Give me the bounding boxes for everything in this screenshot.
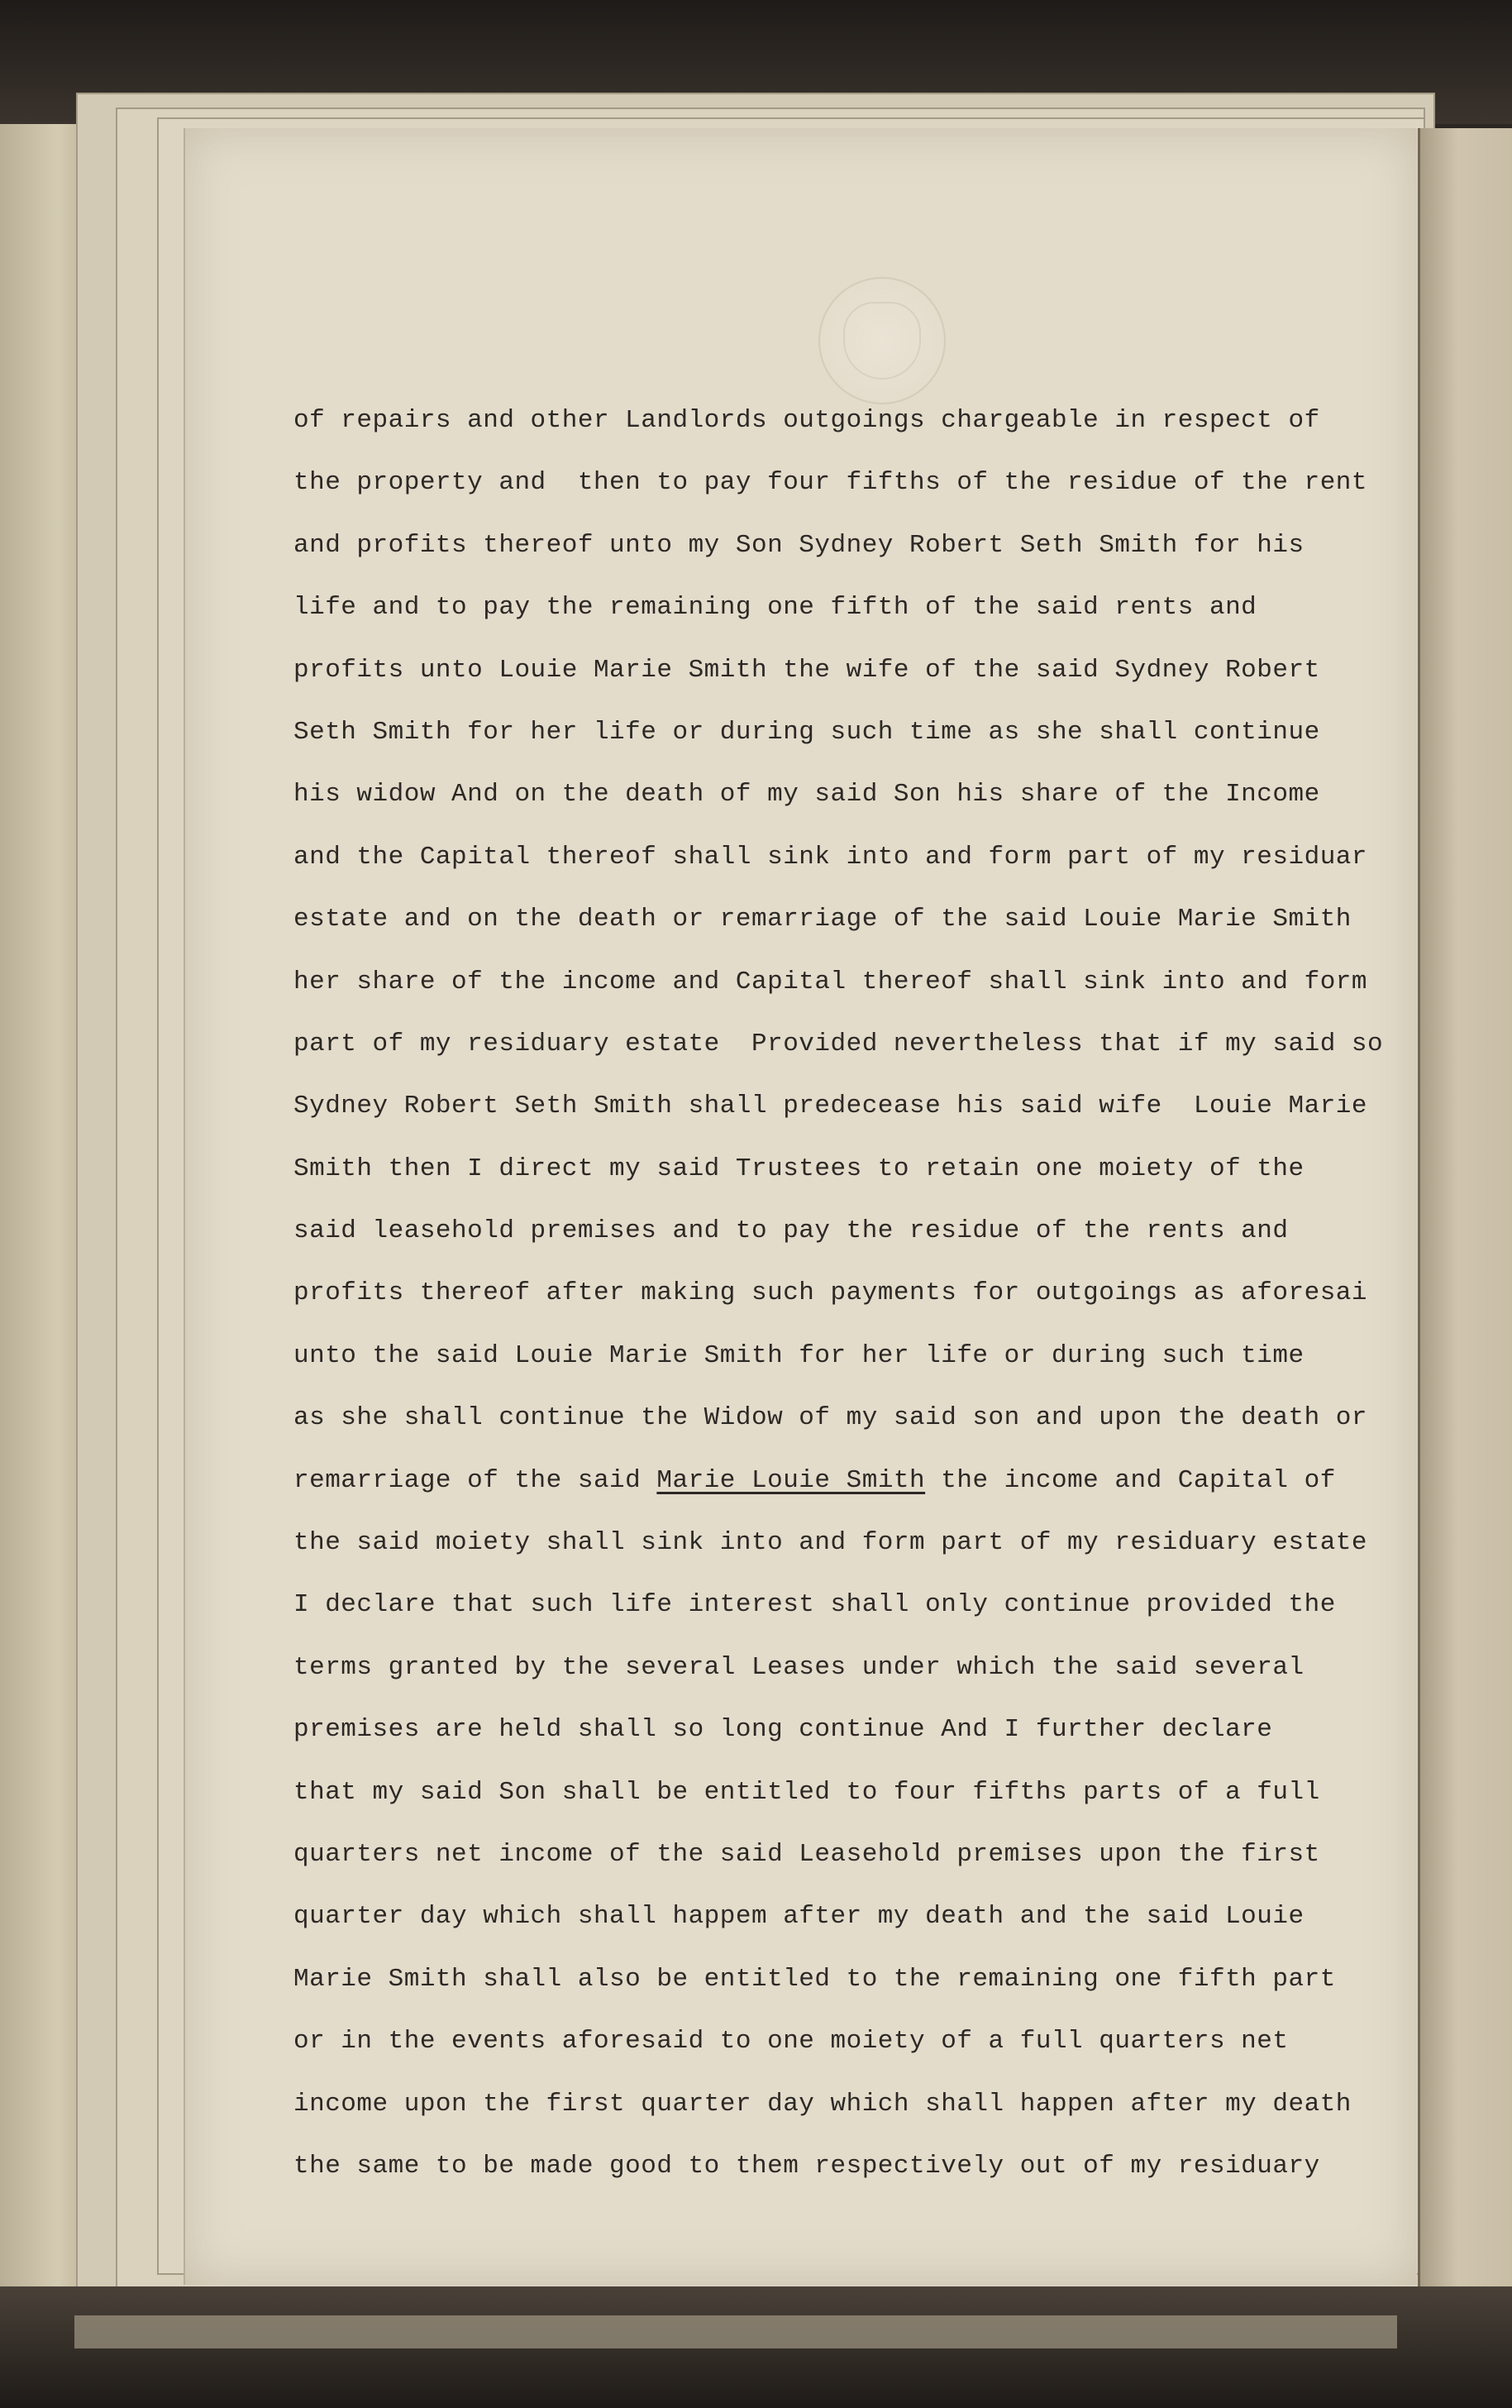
document-body — [293, 400, 1401, 2208]
text-line: his widow And on the death of my said Son his share of the Income — [293, 780, 1320, 810]
text-line: the property and then to pay four fifths of the residue of the rent — [293, 468, 1368, 498]
text-line: part of my residuary estate Provided nevertheless that if my said so — [293, 1029, 1384, 1058]
text-line: of repairs and other Landlords outgoings chargeable in respect of — [293, 406, 1320, 435]
text-line: the same to be made good to them respectively out of my residuary — [293, 2151, 1320, 2181]
text-line: life and to pay the remaining one fifth of the said rents and — [293, 593, 1257, 623]
right-facing-page — [1418, 128, 1512, 2295]
text-line: that my said Son shall be entitled to four fifths parts of a full — [293, 1777, 1320, 1807]
page-edge-strip — [74, 2315, 1397, 2348]
text-line: premises are held shall so long continue And I further declare — [293, 1715, 1273, 1745]
text-line: quarters net income of the said Leasehold premises upon the first — [293, 1839, 1320, 1869]
text-line: profits thereof after making such payments for outgoings as aforesai — [293, 1278, 1368, 1308]
text-line: profits unto Louie Marie Smith the wife of the said Sydney Robert — [293, 655, 1320, 685]
left-facing-page — [0, 124, 84, 2291]
text-line: Sydney Robert Seth Smith shall predecease his said wife Louie Marie — [293, 1092, 1368, 1121]
text-line: said leasehold premises and to pay the residue of the rents and — [293, 1216, 1289, 1246]
text-segment: the income and Capital of — [925, 1465, 1336, 1495]
text-line: estate and on the death or remarriage of the said Louie Marie Smith — [293, 905, 1352, 934]
text-line: quarter day which shall happem after my death and the said Louie — [293, 1902, 1305, 1932]
text-line: Smith then I direct my said Trustees to retain one moiety of the — [293, 1154, 1305, 1183]
text-line: Seth Smith for her life or during such time as she shall continue — [293, 717, 1320, 747]
text-line: and the Capital thereof shall sink into and form part of my residuar — [293, 842, 1368, 872]
text-line: Marie Smith shall also be entitled to the remaining one fifth part — [293, 1964, 1336, 1994]
text-segment: remarriage of the said — [293, 1465, 657, 1495]
underlined-name: Marie Louie Smith — [656, 1465, 926, 1495]
text-line: terms granted by the several Leases under which the said several — [293, 1652, 1305, 1682]
text-line: unto the said Louie Marie Smith for her life or during such time — [293, 1340, 1305, 1370]
text-line: as she shall continue the Widow of my said son and upon the death or — [293, 1403, 1368, 1433]
embossed-seal-icon — [818, 277, 946, 404]
text-line: and profits thereof unto my Son Sydney Robert Seth Smith for his — [293, 530, 1305, 560]
text-line: her share of the income and Capital thereof shall sink into and form — [293, 967, 1368, 996]
seal-crest — [843, 302, 921, 380]
text-line: the said moiety shall sink into and form part of my residuary estate — [293, 1528, 1368, 1558]
text-line-with-underline — [293, 1460, 1401, 1522]
text-line: or in the events aforesaid to one moiety of a full quarters net — [293, 2027, 1289, 2057]
text-line: I declare that such life interest shall only continue provided the — [293, 1590, 1336, 1620]
text-line: income upon the first quarter day which shall happen after my death — [293, 2089, 1352, 2119]
